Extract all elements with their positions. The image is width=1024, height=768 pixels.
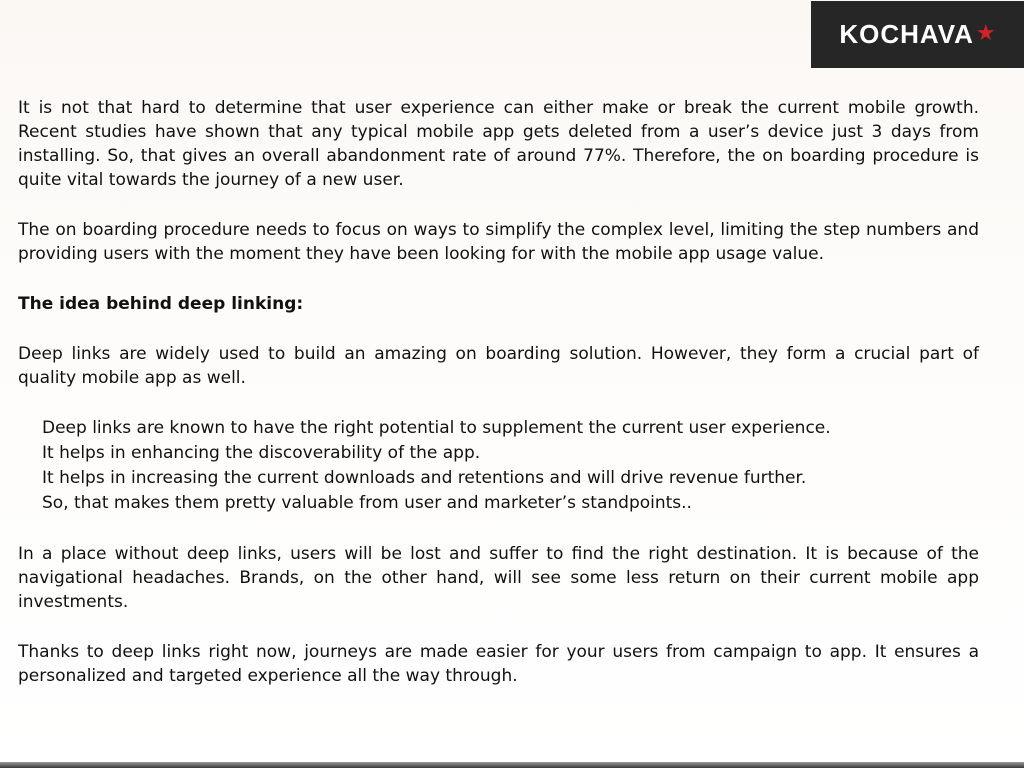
paragraph-conclusion: Thanks to deep links right now, journeys are made easier for your users from campaign to app. It ensures a personalized and targeted experience all the way through.: [18, 642, 979, 686]
paragraph-onboarding: The on boarding procedure needs to focus on ways to simplify the complex level, limiting the step numbers and providing users with the moment they have been looking for with the mobile app usage value.: [18, 220, 979, 264]
benefits-list: [42, 416, 979, 516]
paragraph-intro: It is not that hard to determine that user experience can either make or break the current mobile growth. Recent studies have shown that any typical mobile app gets deleted from a user’s device just 3 days from installing. So, that gives an overall abandonment rate of around 77%. Therefore, the on boarding procedure is quite vital towards the journey of a new user.: [18, 98, 979, 190]
article-body: [18, 96, 979, 714]
list-item: It helps in enhancing the discoverability of the app.: [42, 443, 481, 463]
paragraph-deep-links: Deep links are widely used to build an amazing on boarding solution. However, they form a crucial part of quality mobile app as well.: [18, 344, 979, 388]
kochava-logo: [811, 1, 1024, 68]
list-item: So, that makes them pretty valuable from user and marketer’s standpoints..: [42, 493, 692, 513]
paragraph-without-deep-links: In a place without deep links, users will be lost and suffer to find the right destination. It is because of the navigational headaches. Brands, on the other hand, will see some less return on their current mobile app investments.: [18, 544, 979, 612]
list-item: It helps in increasing the current downloads and retentions and will drive revenue further.: [42, 468, 807, 488]
logo-wordmark: KOCHAVA: [839, 19, 974, 49]
list-item: Deep links are known to have the right potential to supplement the current user experience.: [42, 418, 831, 438]
bottom-divider: [0, 762, 1024, 768]
star-icon: ★: [975, 21, 996, 46]
section-heading: The idea behind deep linking:: [18, 294, 304, 314]
